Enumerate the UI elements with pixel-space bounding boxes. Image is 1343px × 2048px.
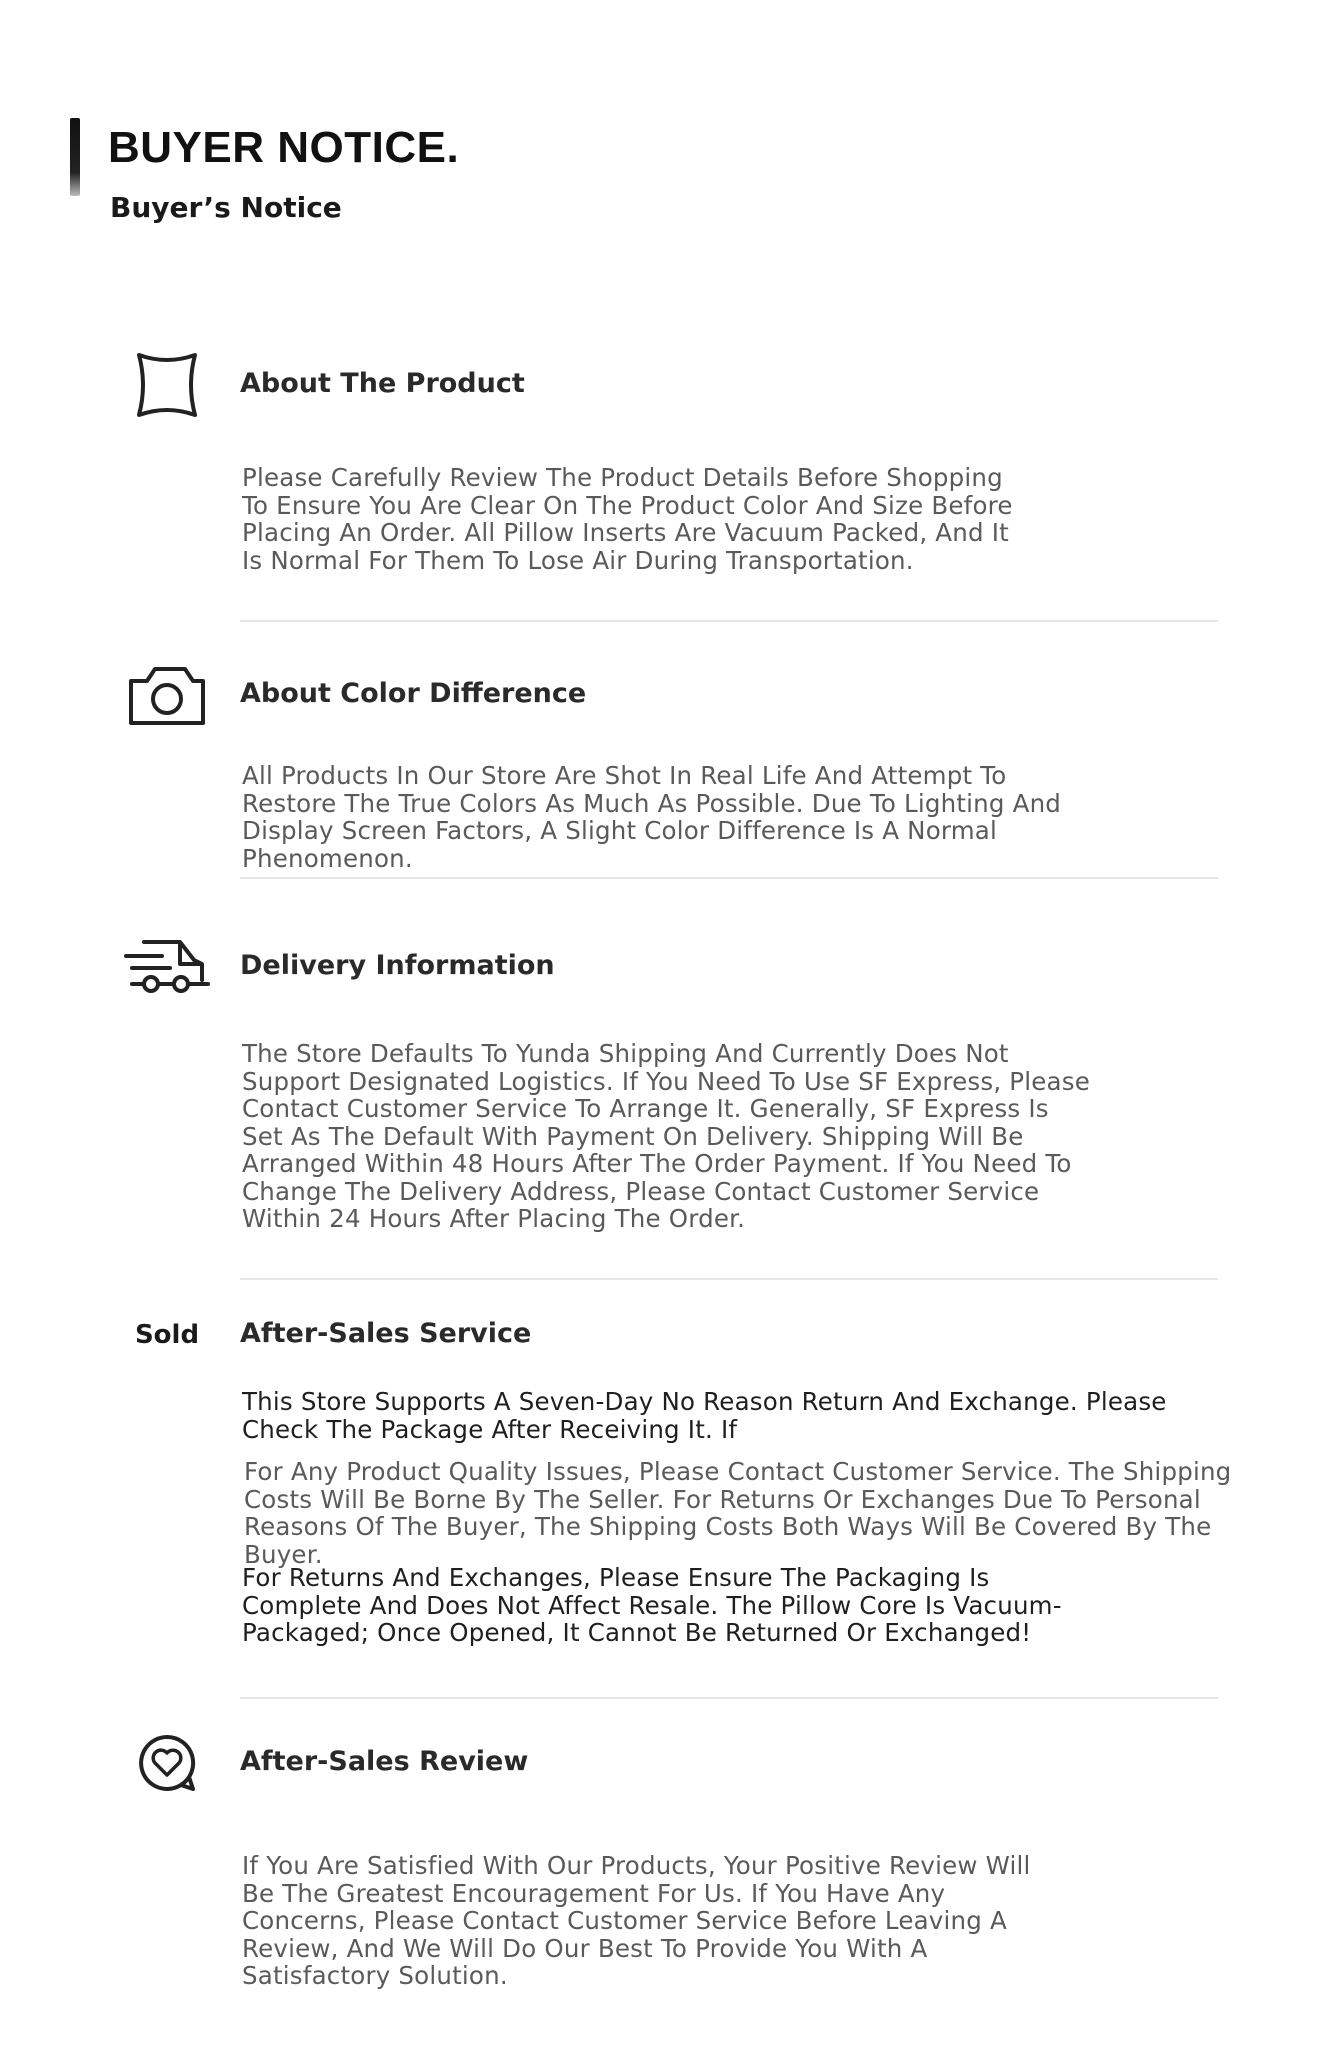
section-paragraph: For Returns And Exchanges, Please Ensure The Packaging Is Complete And Does Not Affect Resale. The Pillow Core Is Vacuum-Packaged; Once Opened, It Cannot Be Returned Or Exchanged! xyxy=(242,1563,1062,1647)
section-paragraph: Please Carefully Review The Product Details Before Shopping To Ensure You Are Clear On The Product Color And Size Before Placing An Order. All Pillow Inserts Are Vacuum Packed, And It Is Normal For Them To Lose Air During Transportation. xyxy=(242,463,1013,575)
section-divider xyxy=(240,1278,1218,1280)
section-body xyxy=(242,1564,1102,1647)
section-header xyxy=(0,1718,1343,1808)
section-paragraph: All Products In Our Store Are Shot In Real Life And Attempt To Restore The True Colors As Much As Possible. Due To Lighting And Display Screen Factors, A Slight Color Difference Is A Normal Phenomenon. xyxy=(242,761,1062,873)
heart-chat-icon xyxy=(118,1718,216,1808)
section-divider xyxy=(240,620,1218,622)
section-paragraph: This Store Supports A Seven-Day No Reason Return And Exchange. Please Check The Package After Receiving It. If xyxy=(242,1387,1167,1444)
section-header xyxy=(0,922,1343,1012)
section-title: About Color Difference xyxy=(240,678,587,709)
section-title: After-Sales Service xyxy=(240,1318,532,1349)
sold-label xyxy=(118,1290,216,1380)
sold-label-text: Sold xyxy=(134,1320,200,1350)
delivery-truck-icon xyxy=(118,922,216,1012)
section-header xyxy=(0,340,1343,430)
section-header xyxy=(0,650,1343,740)
pillow-icon xyxy=(118,340,216,430)
section-title: Delivery Information xyxy=(240,950,555,981)
section-body xyxy=(242,1852,1067,1990)
section-body xyxy=(242,1388,1242,1443)
camera-icon xyxy=(118,650,216,740)
section-body xyxy=(242,1040,1097,1233)
section-divider xyxy=(240,1697,1218,1699)
section-title: About The Product xyxy=(240,368,525,399)
section-title: After-Sales Review xyxy=(240,1746,529,1777)
section-body xyxy=(244,1458,1244,1568)
section-paragraph: The Store Defaults To Yunda Shipping And Currently Does Not Support Designated Logistics. If You Need To Use SF Express, Please Contact Customer Service To Arrange It. Generally, SF Express Is Set As The Default With Payment On Delivery. Shipping Will Be Arranged Within 48 Hours After The Order Payment. If You Need To Change The Delivery Address, Please Contact Customer Service Within 24 Hours After Placing The Order. xyxy=(242,1039,1091,1233)
section-divider xyxy=(240,877,1218,879)
section-body xyxy=(242,762,1092,872)
page-title: BUYER NOTICE. xyxy=(108,123,460,172)
page-subtitle: Buyer’s Notice xyxy=(110,191,342,224)
section-body xyxy=(242,464,1022,574)
section-paragraph: For Any Product Quality Issues, Please Contact Customer Service. The Shipping Costs Will Be Borne By The Seller. For Returns Or Exchanges Due To Personal Reasons Of The Buyer, The Shipping Costs Both Ways Will Be Covered By The Buyer. xyxy=(244,1457,1232,1569)
header-accent-bar xyxy=(70,118,80,196)
section-header xyxy=(0,1290,1343,1380)
section-paragraph: If You Are Satisfied With Our Products, Your Positive Review Will Be The Greatest Encouragement For Us. If You Have Any Concerns, Please Contact Customer Service Before Leaving A Review, And We Will Do Our Best To Provide You With A Satisfactory Solution. xyxy=(242,1851,1031,1990)
